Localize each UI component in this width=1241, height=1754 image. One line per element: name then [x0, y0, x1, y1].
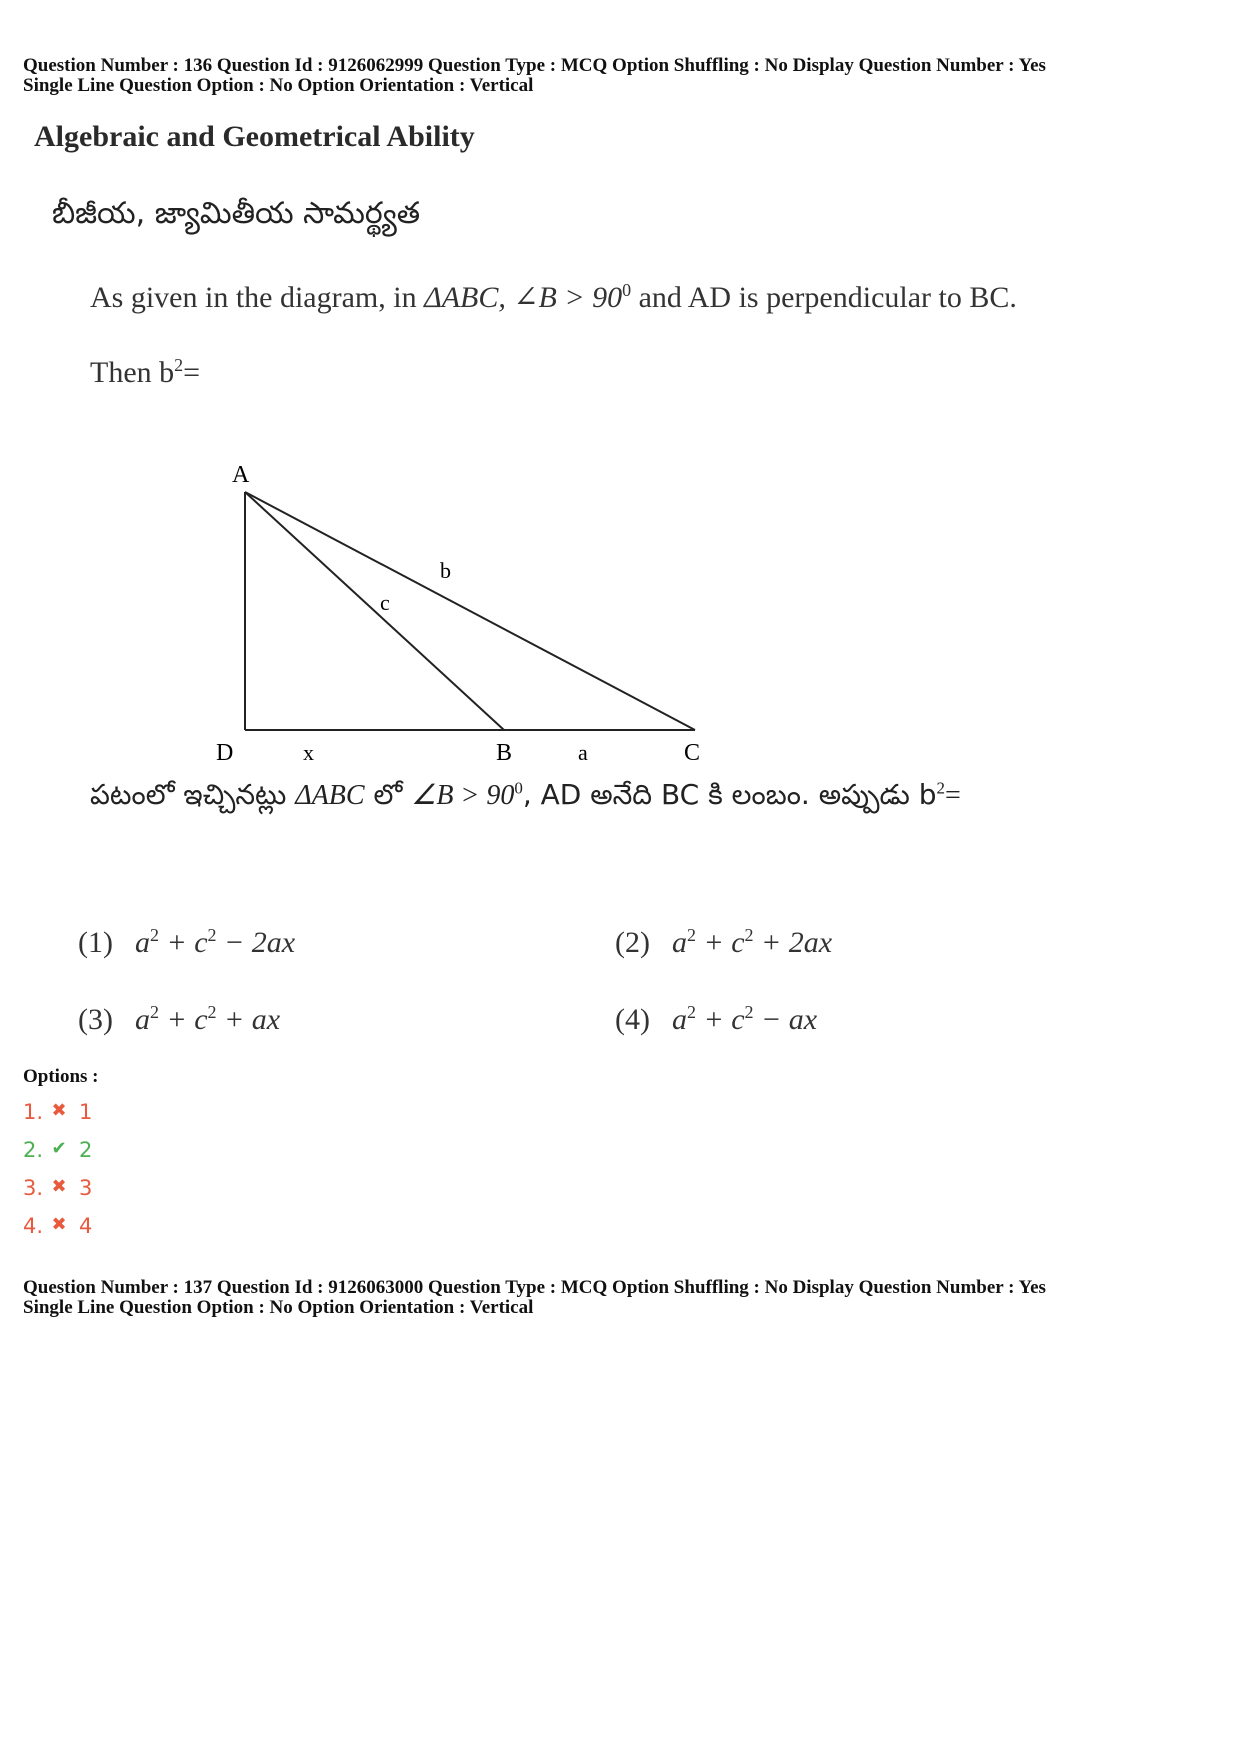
triangle-diagram: [200, 450, 720, 770]
vertex-d-label: D: [216, 740, 234, 766]
choice-4: (4) $a^2 + c^2$ − ax: [615, 1002, 818, 1036]
side-x-label: x: [303, 740, 314, 765]
answer-option-1: 1. ✖ 1: [23, 1100, 93, 1124]
side-c-label: c: [380, 590, 390, 615]
question-text-english: As given in the diagram, in ΔABC, ∠B > $90^0$ and AD is perpendicular to BC.: [90, 280, 1017, 314]
wrong-icon: ✖: [51, 1100, 67, 1121]
question-136-meta-line1: Question Number : 136 Question Id : 9126062999 Question Type : MCQ Option Shuffling : No Display Question Number : Yes: [23, 55, 1046, 76]
section-title-telugu: బీజీయ, జ్యామితీయ సామర్థ్యత: [52, 196, 421, 231]
choice-3: (3) $a^2 + c^2$ + ax: [78, 1002, 281, 1036]
wrong-icon: ✖: [51, 1176, 67, 1197]
question-136-meta-line2: Single Line Question Option : No Option Orientation : Vertical: [23, 75, 534, 96]
line-ab: [245, 492, 504, 730]
vertex-c-label: C: [684, 740, 701, 766]
side-a-label: a: [578, 740, 588, 765]
wrong-icon: ✖: [51, 1214, 67, 1235]
vertex-a-label: A: [232, 462, 250, 488]
section-title: Algebraic and Geometrical Ability: [34, 120, 475, 153]
line-ac: [245, 492, 695, 730]
options-label: Options :: [23, 1066, 99, 1087]
answer-option-4: 4. ✖ 4: [23, 1214, 93, 1238]
question-136-meta: [23, 56, 1046, 96]
question-137-meta: [23, 1278, 1046, 1318]
question-137-meta-line1: Question Number : 137 Question Id : 9126063000 Question Type : MCQ Option Shuffling : No Display Question Number : Yes: [23, 1277, 1046, 1298]
side-b-label: b: [440, 558, 451, 583]
checkmark-icon: ✔: [51, 1138, 67, 1159]
choice-2: (2) $a^2 + c^2 + 2ax$: [615, 925, 833, 959]
question-text-then: Then $b^2=$: [90, 355, 201, 389]
answer-option-2: 2. ✔ 2: [23, 1138, 93, 1162]
answer-option-3: 3. ✖ 3: [23, 1176, 93, 1200]
choice-1: (1) $a^2 + c^2 - 2ax$: [78, 925, 296, 959]
vertex-b-label: B: [496, 740, 513, 766]
question-137-meta-line2: Single Line Question Option : No Option Orientation : Vertical: [23, 1297, 534, 1318]
question-text-telugu: పటంలో ఇచ్చినట్లు ΔABC లో ∠B > $90^0$, AD అనేది BC కి లంబం. అప్పుడు $b^2=$: [90, 778, 961, 811]
